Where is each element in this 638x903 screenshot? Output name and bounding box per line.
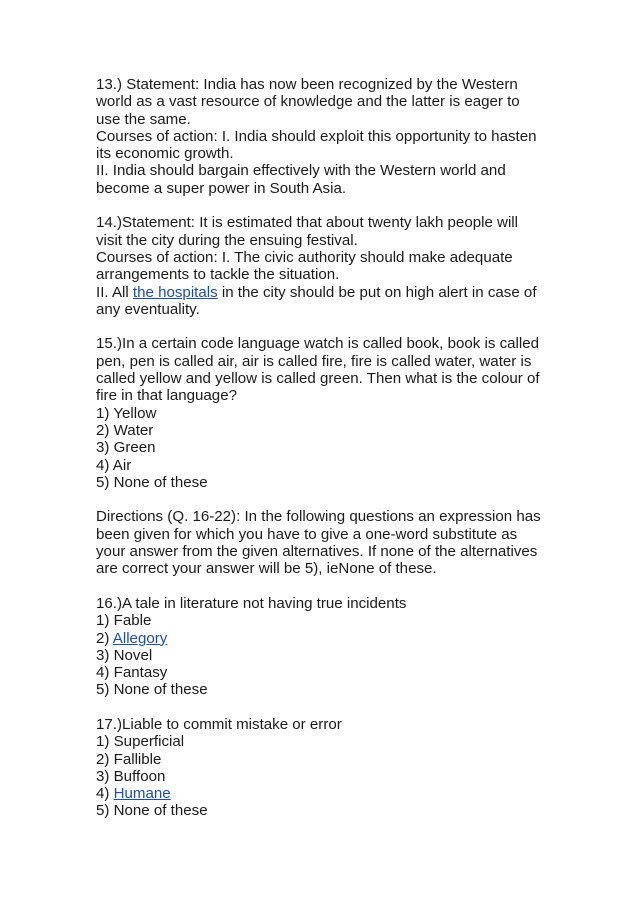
paragraph-gap	[96, 578, 556, 595]
q16-option-number: 2)	[96, 629, 113, 647]
q13-line: world as a vast resource of knowledge and the latter is eager to	[96, 93, 520, 111]
q13-line: its economic growth.	[96, 145, 234, 163]
q14-line5-text: II. All	[96, 283, 133, 301]
paragraph-gap	[96, 699, 556, 716]
q16-option: 4) Fantasy	[96, 664, 168, 682]
q15-option: 1) Yellow	[96, 404, 157, 422]
q14-line: arrangements to tackle the situation.	[96, 266, 340, 284]
q14-line5-text: in the city should be put on high alert in case of	[217, 283, 537, 301]
question-14	[96, 214, 556, 318]
hospitals-link[interactable]: the hospitals	[132, 283, 218, 301]
q14-line: 14.)Statement: It is estimated that about twenty lakh people will	[96, 214, 519, 232]
q17-option: 2) Fallible	[96, 750, 162, 768]
q16-option	[96, 630, 556, 647]
q15-line: called yellow and yellow is called green. Then what is the colour of	[96, 370, 540, 388]
directions-line: your answer from the given alternatives. If none of the alternatives	[96, 543, 538, 561]
q15-option: 3) Green	[96, 439, 156, 457]
q13-line: II. India should bargain effectively with the Western world and	[96, 162, 506, 180]
directions-line: been given for which you have to give a one-word substitute as	[96, 525, 518, 543]
q15-option: 2) Water	[96, 421, 154, 439]
question-13	[96, 76, 556, 197]
q17-option: 1) Superficial	[96, 733, 185, 751]
q17-option	[96, 785, 556, 802]
q14-line-with-link	[96, 284, 556, 301]
document-page	[96, 76, 556, 820]
q14-line: any eventuality.	[96, 300, 200, 318]
q17-option-number: 4)	[96, 785, 114, 803]
q15-option: 4) Air	[96, 456, 132, 474]
question-15	[96, 335, 556, 491]
directions-line: Directions (Q. 16-22): In the following questions an expression has	[96, 508, 541, 526]
q16-option: 3) Novel	[96, 646, 153, 664]
q15-option: 5) None of these	[96, 473, 208, 491]
q17-option: 5) None of these	[96, 802, 208, 820]
q17-option: 3) Buffoon	[96, 767, 166, 785]
q14-line: Courses of action: I. The civic authority should make adequate	[96, 248, 513, 266]
q14-line: visit the city during the ensuing festival.	[96, 231, 358, 249]
q16-question: 16.)A tale in literature not having true incidents	[96, 594, 407, 612]
q17-question: 17.)Liable to commit mistake or error	[96, 715, 342, 733]
q13-line: Courses of action: I. India should exploit this opportunity to hasten	[96, 127, 537, 145]
question-17	[96, 716, 556, 820]
q13-line: use the same.	[96, 110, 191, 128]
q16-option: 1) Fable	[96, 612, 152, 630]
paragraph-gap	[96, 491, 556, 508]
q15-line: 15.)In a certain code language watch is called book, book is called	[96, 335, 540, 353]
directions-block	[96, 508, 556, 577]
paragraph-gap	[96, 318, 556, 335]
question-16	[96, 595, 556, 699]
q15-line: pen, pen is called air, air is called fire, fire is called water, water is	[96, 352, 532, 370]
humane-link[interactable]: Humane	[113, 785, 171, 803]
directions-line: are correct your answer will be 5), ieNone of these.	[96, 560, 437, 578]
q16-option: 5) None of these	[96, 681, 208, 699]
allegory-link[interactable]: Allegory	[112, 629, 168, 647]
q13-line: 13.) Statement: India has now been recognized by the Western	[96, 76, 518, 93]
q15-line: fire in that language?	[96, 387, 237, 405]
paragraph-gap	[96, 197, 556, 214]
q13-line: become a super power in South Asia.	[96, 179, 347, 197]
